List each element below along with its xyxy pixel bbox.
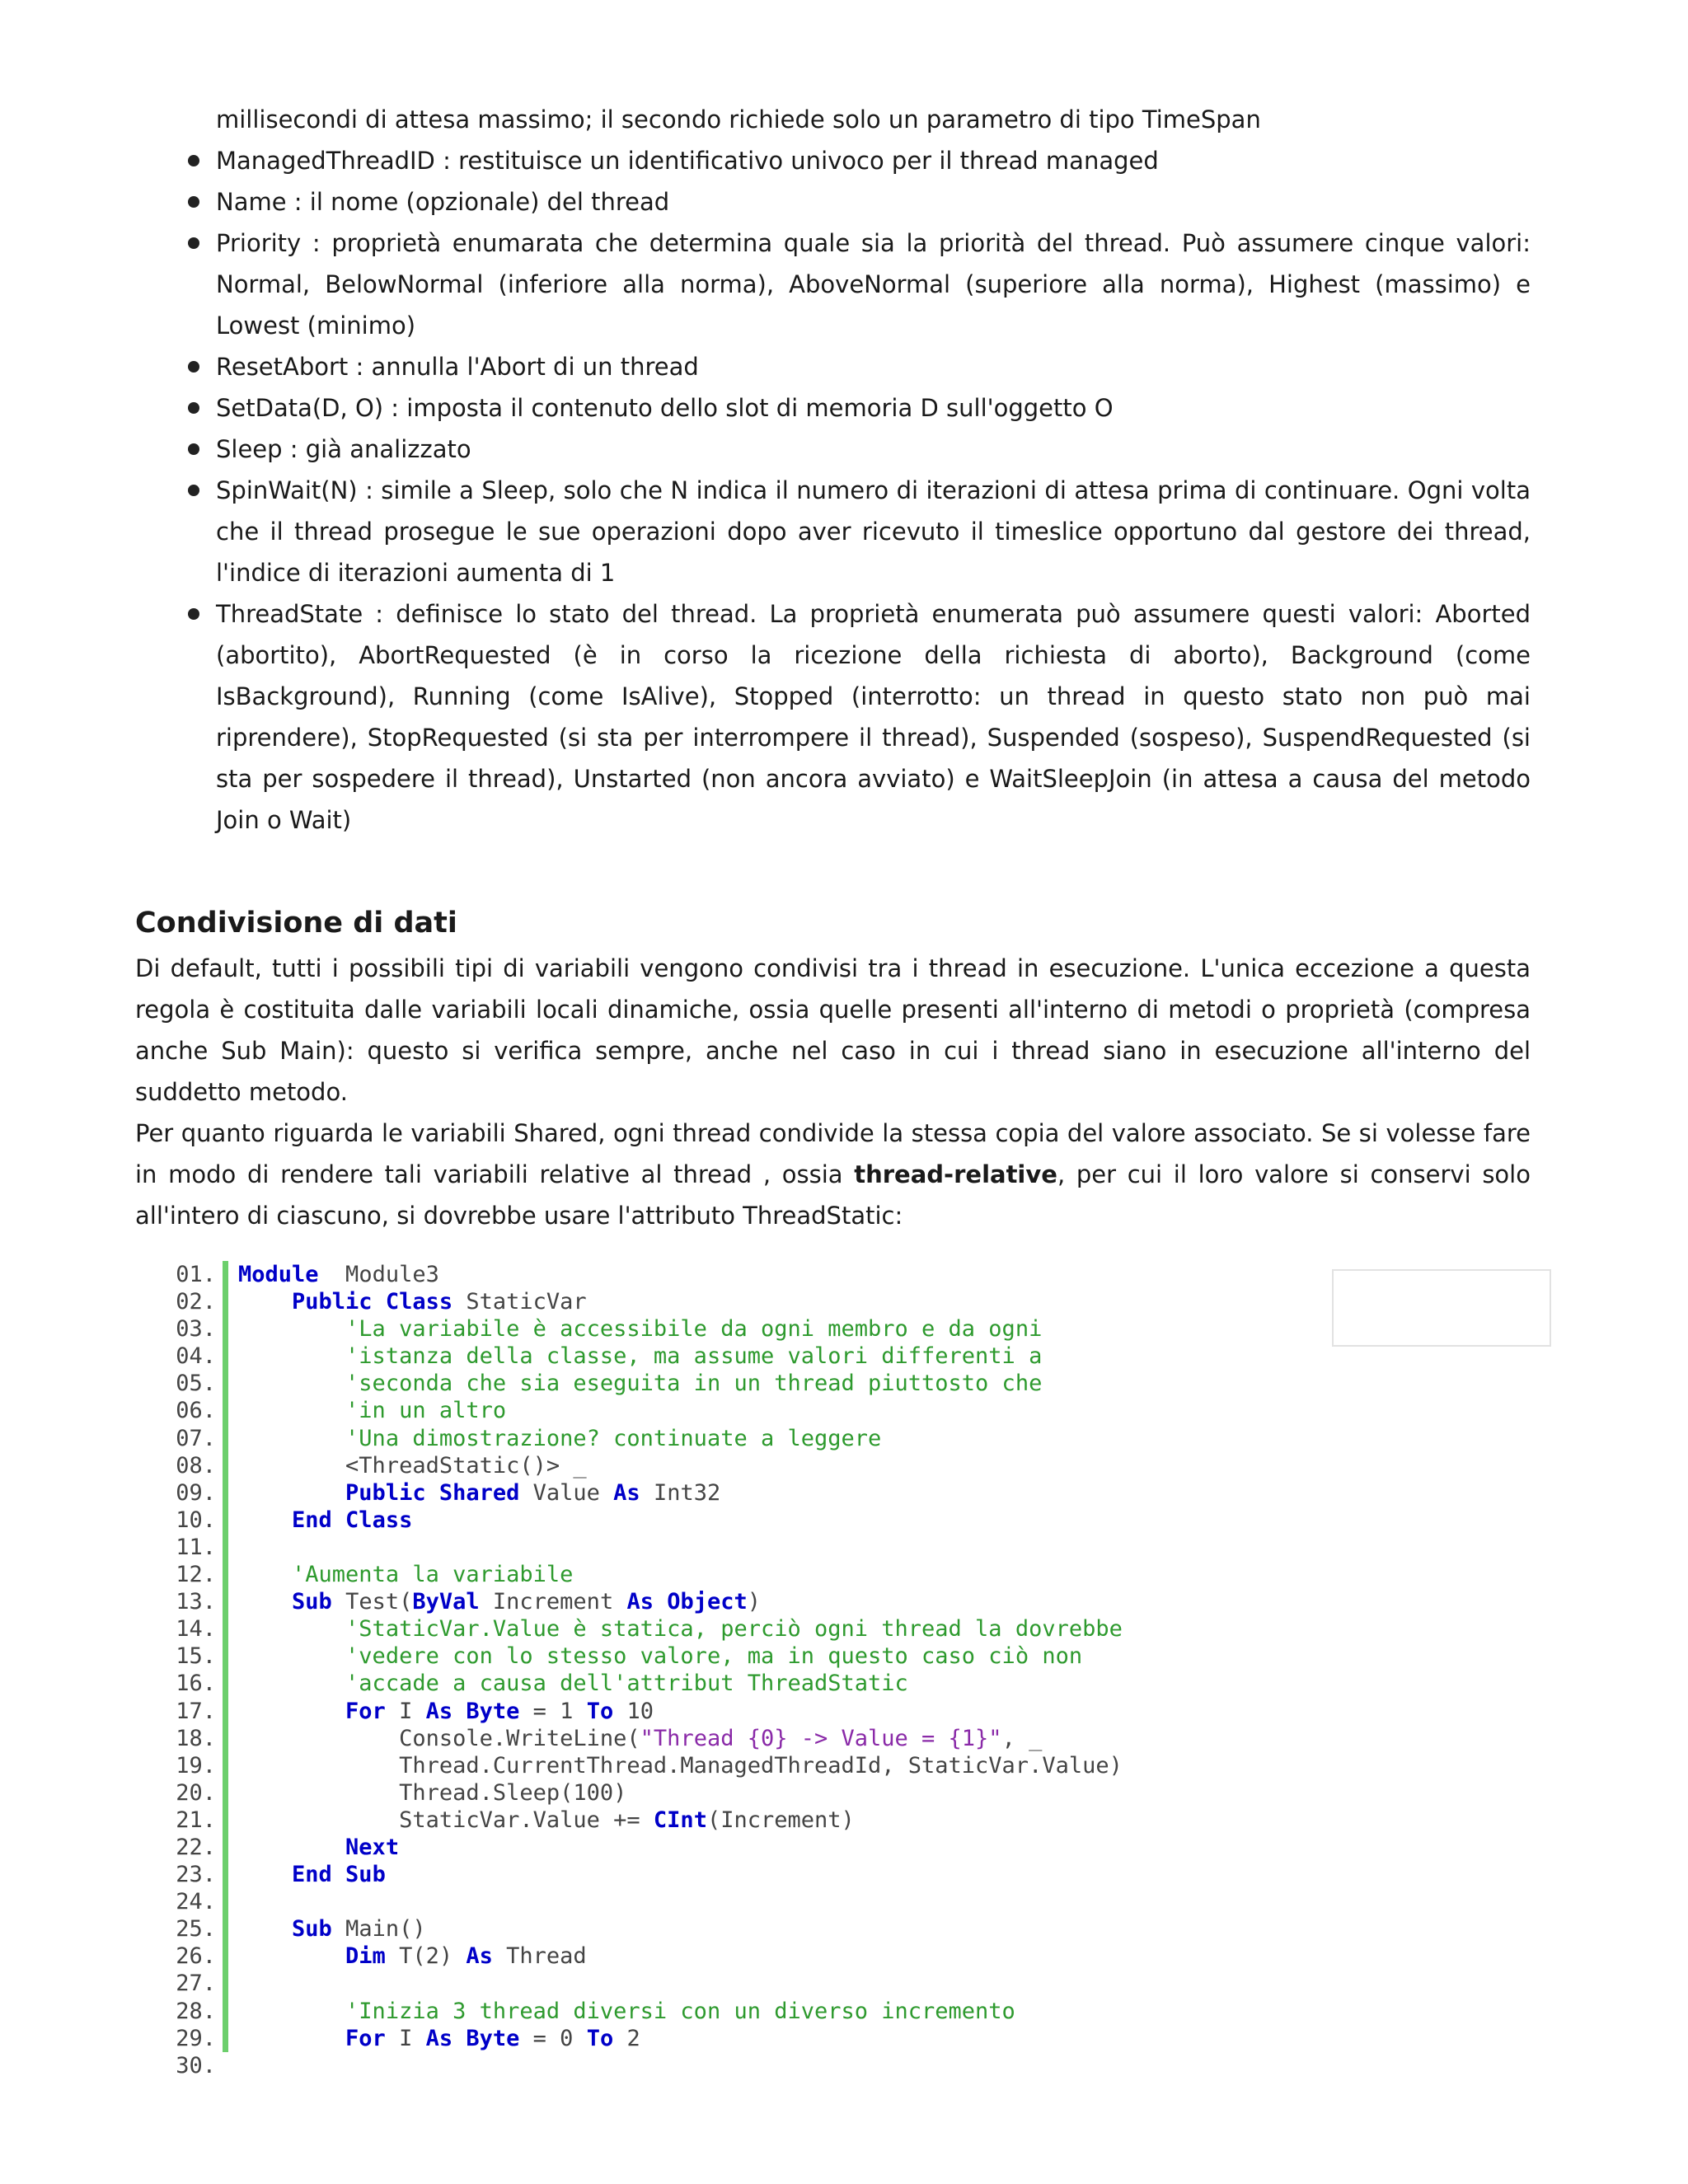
bullet-dot-icon bbox=[188, 485, 199, 496]
line-number: 07. bbox=[176, 1425, 216, 1451]
code-token: 2 bbox=[613, 2025, 640, 2051]
line-number: 15. bbox=[176, 1643, 216, 1670]
code-comment: 'in un altro bbox=[345, 1398, 507, 1424]
code-line bbox=[165, 1261, 1123, 1288]
paragraph-2 bbox=[135, 1113, 1531, 1236]
code-text bbox=[228, 1998, 1015, 2025]
code-keyword: To bbox=[586, 2025, 614, 2051]
code-gutter bbox=[223, 1670, 228, 1697]
code-keyword: CInt bbox=[653, 1807, 707, 1833]
code-keyword: Module bbox=[238, 1262, 319, 1287]
code-keyword: For bbox=[345, 1698, 386, 1724]
code-text bbox=[228, 1752, 1123, 1779]
paragraph-2-text-b: , per cui il loro valore si conservi solo all'intero di ciascuno, si dovrebbe usare l'attributo ThreadStatic: bbox=[135, 1160, 1531, 1230]
line-number: 06. bbox=[176, 1398, 216, 1424]
code-gutter bbox=[223, 1643, 228, 1670]
code-line bbox=[165, 2052, 1123, 2079]
code-token: Thread.CurrentThread.ManagedThreadId, StaticVar.Value) bbox=[238, 1752, 1123, 1779]
code-token bbox=[238, 1343, 345, 1369]
code-token: Module3 bbox=[318, 1262, 439, 1287]
code-gutter bbox=[223, 1888, 228, 1915]
code-gutter bbox=[223, 1370, 228, 1397]
code-token bbox=[238, 1862, 292, 1887]
code-token bbox=[238, 1835, 345, 1860]
code-keyword: End Sub bbox=[292, 1862, 386, 1888]
code-line bbox=[165, 1752, 1123, 1779]
code-comment: 'La variabile è accessibile da ogni membro e da ogni bbox=[345, 1316, 1043, 1343]
code-keyword: ByVal bbox=[412, 1589, 480, 1615]
line-number: 21. bbox=[176, 1807, 216, 1833]
line-number: 02. bbox=[176, 1289, 216, 1315]
code-text bbox=[228, 1698, 654, 1725]
code-text bbox=[228, 1343, 1042, 1370]
code-text bbox=[228, 1507, 412, 1534]
code-gutter bbox=[223, 1534, 228, 1561]
bullet-item bbox=[216, 140, 1531, 181]
code-string: "Thread {0} -> Value = {1}" bbox=[640, 1725, 1002, 1751]
code-line bbox=[165, 1670, 1123, 1697]
code-gutter bbox=[223, 1288, 228, 1315]
bullet-text: SetData(D, O) : imposta il contenuto dello slot di memoria D sull'oggetto O bbox=[216, 394, 1114, 422]
bullet-item bbox=[216, 181, 1531, 223]
code-line bbox=[165, 1343, 1123, 1370]
code-token bbox=[238, 1371, 345, 1396]
code-line bbox=[165, 1397, 1123, 1424]
line-number: 19. bbox=[176, 1752, 216, 1779]
code-gutter bbox=[223, 1479, 228, 1507]
code-gutter bbox=[223, 2025, 228, 2052]
code-comment: 'accade a causa dell'attribut ThreadStatic bbox=[345, 1671, 908, 1697]
code-text bbox=[228, 1779, 626, 1807]
code-gutter bbox=[223, 1397, 228, 1424]
bullet-item bbox=[216, 223, 1531, 346]
code-keyword: As bbox=[613, 1479, 640, 1506]
code-text bbox=[228, 1315, 1042, 1343]
code-gutter bbox=[223, 1343, 228, 1370]
bullet-dot-icon bbox=[188, 402, 199, 414]
code-token bbox=[238, 1943, 345, 1969]
code-token: I bbox=[385, 2025, 426, 2051]
code-keyword: As Byte bbox=[425, 1698, 520, 1724]
line-number: 14. bbox=[176, 1616, 216, 1643]
paragraph-1: Di default, tutti i possibili tipi di variabili vengono condivisi tra i thread in esecuzione. L'unica eccezione a questa regola è costituita dalle variabili locali dinamiche, ossia quelle presenti all'interno di metodi o proprietà (compresa anche Sub Main): questo si verifica sempre, anche nel caso in cui i thread siano in esecuzione all'interno del suddetto metodo. bbox=[135, 954, 1531, 1106]
code-comment: 'StaticVar.Value è statica, perciò ogni thread la dovrebbe bbox=[345, 1616, 1123, 1643]
code-text bbox=[228, 1915, 426, 1943]
code-line bbox=[165, 1588, 1123, 1615]
line-number: 29. bbox=[176, 2025, 216, 2051]
code-token bbox=[238, 1671, 345, 1696]
code-line bbox=[165, 1943, 1123, 1970]
code-token: I bbox=[385, 1698, 426, 1724]
code-line bbox=[165, 1534, 1123, 1561]
line-number: 05. bbox=[176, 1371, 216, 1397]
code-gutter bbox=[223, 2052, 228, 2079]
code-gutter bbox=[223, 1561, 228, 1588]
code-gutter bbox=[223, 1725, 228, 1752]
code-gutter bbox=[223, 1970, 228, 1997]
code-gutter bbox=[223, 1588, 228, 1615]
line-number: 13. bbox=[176, 1589, 216, 1615]
code-token bbox=[238, 1480, 345, 1506]
code-keyword: For bbox=[345, 2025, 386, 2051]
code-text bbox=[228, 1615, 1123, 1643]
line-number: 25. bbox=[176, 1916, 216, 1943]
code-token bbox=[238, 1699, 345, 1724]
code-line bbox=[165, 1561, 1123, 1588]
bullet-item bbox=[216, 593, 1531, 841]
code-line bbox=[165, 1725, 1123, 1752]
bullet-dot-icon bbox=[188, 443, 199, 455]
code-line bbox=[165, 1834, 1123, 1861]
code-token: (Increment) bbox=[706, 1807, 855, 1833]
code-gutter bbox=[223, 1861, 228, 1888]
code-token: Increment bbox=[479, 1589, 627, 1615]
empty-box bbox=[1332, 1269, 1551, 1347]
code-text bbox=[228, 1834, 399, 1861]
code-comment: 'Una dimostrazione? continuate a leggere bbox=[345, 1425, 882, 1451]
code-gutter bbox=[223, 1261, 228, 1288]
bullet-text: Sleep : già analizzato bbox=[216, 435, 471, 463]
code-token: Console.WriteLine( bbox=[238, 1725, 640, 1751]
code-token: Value bbox=[519, 1479, 614, 1506]
code-comment: 'vedere con lo stesso valore, ma in questo caso ciò non bbox=[345, 1643, 1083, 1670]
code-token: StaticVar.Value += bbox=[238, 1807, 654, 1833]
code-token: <ThreadStatic()> _ bbox=[238, 1452, 587, 1479]
code-gutter bbox=[223, 1943, 228, 1970]
bullet-item bbox=[216, 387, 1531, 429]
line-number: 20. bbox=[176, 1779, 216, 1806]
code-token bbox=[238, 1616, 345, 1642]
code-gutter bbox=[223, 1779, 228, 1807]
bullet-dot-icon bbox=[188, 196, 199, 208]
code-text bbox=[228, 1534, 238, 1561]
code-gutter bbox=[223, 1752, 228, 1779]
code-comment: 'Aumenta la variabile bbox=[292, 1562, 574, 1588]
line-number: 12. bbox=[176, 1562, 216, 1588]
section-condivisione bbox=[135, 898, 1531, 1236]
code-keyword: Next bbox=[345, 1834, 400, 1860]
code-keyword: Sub bbox=[292, 1589, 332, 1615]
code-line bbox=[165, 1888, 1123, 1915]
code-keyword: As Object bbox=[626, 1589, 748, 1615]
code-keyword: As Byte bbox=[425, 2025, 520, 2051]
bold-term: thread-relative bbox=[854, 1160, 1057, 1188]
bullet-text: ResetAbort : annulla l'Abort di un thread bbox=[216, 353, 699, 381]
code-gutter bbox=[223, 1452, 228, 1479]
code-line bbox=[165, 1507, 1123, 1534]
line-number: 30. bbox=[176, 2052, 216, 2079]
code-token bbox=[238, 1916, 292, 1942]
line-number: 01. bbox=[176, 1262, 216, 1287]
code-token: Thread.Sleep(100) bbox=[238, 1779, 627, 1806]
code-comment: 'Inizia 3 thread diversi con un diverso incremento bbox=[345, 1998, 1015, 2024]
code-text bbox=[228, 1943, 587, 1970]
code-text bbox=[228, 1725, 1042, 1752]
line-number: 27. bbox=[176, 1971, 216, 1997]
line-number: 08. bbox=[176, 1452, 216, 1479]
code-line bbox=[165, 1425, 1123, 1452]
bullet-item bbox=[216, 346, 1531, 387]
code-text bbox=[228, 1479, 720, 1507]
code-keyword: Public Shared bbox=[345, 1479, 520, 1506]
line-number: 23. bbox=[176, 1862, 216, 1888]
code-token bbox=[238, 1643, 345, 1669]
code-line bbox=[165, 1779, 1123, 1807]
code-token: StaticVar bbox=[452, 1289, 587, 1315]
bullet-text: ThreadState : definisce lo stato del thread. La proprietà enumerata può assumere questi valori: Aborted (abortito), AbortRequested (è in corso la ricezione della richiesta di aborto), Background (come IsBackground), Running (come IsAlive), Stopped (interrotto: un thread in questo stato non può mai riprendere), StopRequested (si sta per interrompere il thread), Suspended (sospeso), SuspendRequested (si sta per sospedere il thread), Unstarted (non ancora avviato) e WaitSleepJoin (in attesa a causa del metodo Join o Wait) bbox=[216, 600, 1531, 834]
code-text bbox=[228, 1452, 587, 1479]
line-number: 09. bbox=[176, 1479, 216, 1506]
code-text bbox=[228, 2025, 640, 2052]
code-token bbox=[238, 1426, 345, 1451]
code-token: T(2) bbox=[385, 1943, 467, 1970]
bullet-items bbox=[216, 140, 1531, 841]
code-token bbox=[238, 1289, 292, 1315]
code-line bbox=[165, 1970, 1123, 1997]
code-gutter bbox=[223, 1998, 228, 2025]
code-gutter bbox=[223, 1425, 228, 1452]
code-comment: 'seconda che sia eseguita in un thread piuttosto che bbox=[345, 1371, 1043, 1397]
code-gutter bbox=[223, 1915, 228, 1943]
bullet-dot-icon bbox=[188, 237, 199, 249]
code-gutter bbox=[223, 1698, 228, 1725]
code-gutter bbox=[223, 1834, 228, 1861]
code-text bbox=[228, 1370, 1042, 1397]
bullet-item bbox=[216, 470, 1531, 593]
code-text bbox=[228, 1561, 573, 1588]
code-keyword: As bbox=[466, 1943, 493, 1970]
code-token bbox=[238, 2026, 345, 2051]
continuation-text: millisecondi di attesa massimo; il secondo richiede solo un parametro di tipo TimeSpan bbox=[216, 105, 1261, 134]
code-keyword: Dim bbox=[345, 1943, 386, 1970]
code-text bbox=[228, 1397, 506, 1424]
code-line bbox=[165, 1452, 1123, 1479]
code-text bbox=[228, 1970, 238, 1997]
code-text bbox=[228, 2052, 238, 2079]
code-token: Test( bbox=[331, 1589, 413, 1615]
bullet-text: ManagedThreadID : restituisce un identificativo univoco per il thread managed bbox=[216, 147, 1159, 175]
code-token: ) bbox=[747, 1589, 762, 1615]
bullet-item bbox=[216, 429, 1531, 470]
code-block bbox=[165, 1261, 1123, 2079]
code-gutter bbox=[223, 1807, 228, 1834]
code-token: = 0 bbox=[519, 2025, 587, 2051]
code-text bbox=[228, 1807, 855, 1834]
code-text bbox=[228, 1643, 1082, 1670]
code-token bbox=[238, 1589, 292, 1615]
code-keyword: To bbox=[586, 1698, 614, 1724]
code-token: 10 bbox=[613, 1698, 654, 1724]
property-list bbox=[216, 99, 1531, 841]
code-line bbox=[165, 1643, 1123, 1670]
code-token bbox=[238, 1507, 292, 1533]
code-line bbox=[165, 1698, 1123, 1725]
code-keyword: Sub bbox=[292, 1916, 332, 1943]
code-line bbox=[165, 1288, 1123, 1315]
code-line bbox=[165, 1370, 1123, 1397]
code-text bbox=[228, 1588, 761, 1615]
code-line bbox=[165, 1915, 1123, 1943]
code-line bbox=[165, 1479, 1123, 1507]
code-token bbox=[238, 1999, 345, 2024]
line-number: 03. bbox=[176, 1316, 216, 1343]
code-gutter bbox=[223, 1615, 228, 1643]
code-text bbox=[228, 1425, 881, 1452]
code-gutter bbox=[223, 1315, 228, 1343]
line-number: 22. bbox=[176, 1834, 216, 1860]
code-token bbox=[238, 1398, 345, 1423]
line-number: 28. bbox=[176, 1998, 216, 2024]
line-number: 10. bbox=[176, 1507, 216, 1533]
line-number: 17. bbox=[176, 1698, 216, 1724]
line-number: 16. bbox=[176, 1671, 216, 1697]
code-comment: 'istanza della classe, ma assume valori differenti a bbox=[345, 1343, 1043, 1370]
code-text bbox=[228, 1888, 238, 1915]
code-token bbox=[238, 1316, 345, 1342]
line-number: 24. bbox=[176, 1889, 216, 1915]
code-line bbox=[165, 2025, 1123, 2052]
code-keyword: Public Class bbox=[292, 1289, 453, 1315]
paragraph-2-text-a: Per quanto riguarda le variabili Shared, ogni thread condivide la stessa copia del valore associato. Se si volesse fare in modo di rendere tali variabili relative al thread , ossia bbox=[135, 1119, 1531, 1188]
bullet-text: Name : il nome (opzionale) del thread bbox=[216, 188, 670, 216]
bullet-text: Priority : proprietà enumarata che determina quale sia la priorità del thread. Può assumere cinque valori: Normal, BelowNormal (inferiore alla norma), AboveNormal (superiore alla norma), Highest (massimo) e Lowest (minimo) bbox=[216, 229, 1531, 340]
code-line bbox=[165, 1807, 1123, 1834]
code-line bbox=[165, 1315, 1123, 1343]
bullet-text: SpinWait(N) : simile a Sleep, solo che N indica il numero di iterazioni di attesa prima di continuare. Ogni volta che il thread prosegue le sue operazioni dopo aver ricevuto il timeslice opportuno dal gestore dei thread, l'indice di iterazioni aumenta di 1 bbox=[216, 476, 1531, 587]
line-number: 26. bbox=[176, 1943, 216, 1970]
code-token: , _ bbox=[1001, 1725, 1043, 1751]
bullet-dot-icon bbox=[188, 608, 199, 620]
code-text bbox=[228, 1288, 587, 1315]
code-token: Main() bbox=[331, 1916, 426, 1943]
code-text bbox=[228, 1670, 908, 1697]
code-line bbox=[165, 1998, 1123, 2025]
code-token bbox=[238, 1562, 292, 1587]
section-heading: Condivisione di dati bbox=[135, 907, 457, 940]
line-number: 18. bbox=[176, 1725, 216, 1751]
code-gutter bbox=[223, 1507, 228, 1534]
code-keyword: End Class bbox=[292, 1507, 413, 1533]
code-token: Int32 bbox=[640, 1479, 721, 1506]
code-token: = 1 bbox=[519, 1698, 587, 1724]
code-text bbox=[228, 1261, 439, 1288]
code-line bbox=[165, 1861, 1123, 1888]
code-text bbox=[228, 1861, 386, 1888]
line-number: 04. bbox=[176, 1343, 216, 1370]
code-token: Thread bbox=[492, 1943, 587, 1970]
bullet-dot-icon bbox=[188, 155, 199, 166]
code-line bbox=[165, 1615, 1123, 1643]
bullet-dot-icon bbox=[188, 361, 199, 373]
line-number: 11. bbox=[176, 1534, 216, 1560]
